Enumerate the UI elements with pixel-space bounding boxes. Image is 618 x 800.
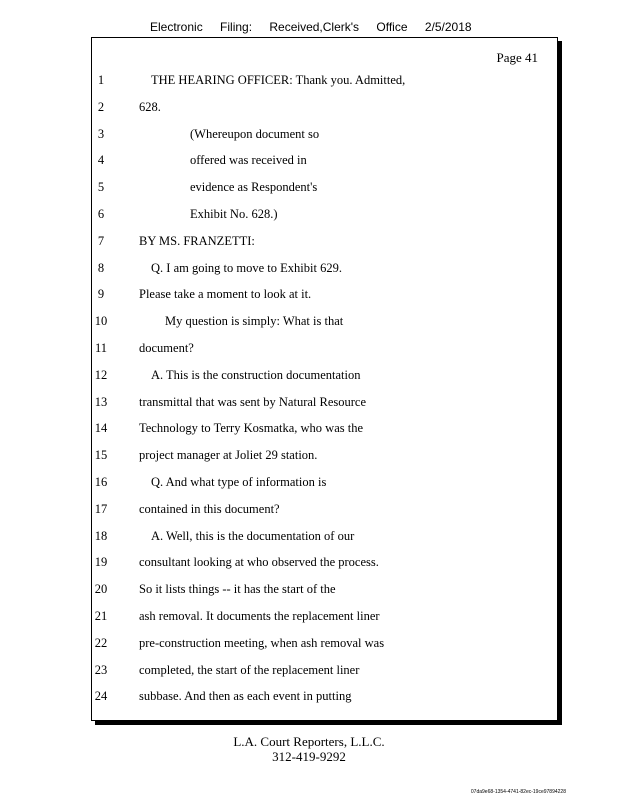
- transcript-line: [0, 232, 618, 250]
- line-text: Q. I am going to move to Exhibit 629.: [151, 260, 342, 275]
- transcript-line: [0, 71, 618, 89]
- line-number: 17: [94, 501, 108, 516]
- line-number: 15: [94, 448, 108, 463]
- transcript-line: [0, 259, 618, 277]
- line-number: 19: [94, 555, 108, 570]
- line-text: (Whereupon document so: [190, 126, 320, 141]
- court-reporter-phone: 312-419-9292: [272, 749, 346, 764]
- line-text: Technology to Terry Kosmatka, who was the: [139, 421, 364, 436]
- transcript-line: [0, 661, 618, 679]
- line-text: consultant looking at who observed the process.: [139, 555, 379, 570]
- line-number: 13: [94, 394, 108, 409]
- line-text: 628.: [139, 99, 161, 114]
- line-number: 4: [97, 153, 105, 168]
- header-date: 2/5/2018: [424, 20, 472, 34]
- transcript-line: [0, 285, 618, 303]
- transcript-line: [0, 366, 618, 384]
- line-text: So it lists things -- it has the start of the: [139, 582, 336, 597]
- transcript-line: [0, 312, 618, 330]
- transcript-line: [0, 553, 618, 571]
- line-number: 23: [94, 662, 108, 677]
- transcript-line: [0, 151, 618, 169]
- line-number: 24: [94, 689, 108, 704]
- transcript-line: [0, 634, 618, 652]
- line-number: 10: [94, 314, 108, 329]
- transcript-line: [0, 473, 618, 491]
- page-number: Page 41: [496, 50, 538, 65]
- court-reporter-name: L.A. Court Reporters, L.L.C.: [233, 734, 385, 749]
- transcript-line: [0, 205, 618, 223]
- transcript-line: [0, 607, 618, 625]
- header-word: Electronic: [150, 20, 203, 34]
- line-number: 20: [94, 582, 108, 597]
- line-number: 21: [94, 609, 108, 623]
- line-text: Please take a moment to look at it.: [139, 287, 312, 302]
- line-text: Q. And what type of information is: [151, 475, 327, 489]
- line-text: evidence as Respondent's: [190, 180, 318, 195]
- line-number: 5: [97, 180, 105, 195]
- transcript-line: [0, 687, 618, 705]
- line-text: offered was received in: [190, 153, 307, 168]
- line-number: 7: [97, 233, 105, 248]
- transcript-line: [0, 339, 618, 357]
- line-number: 12: [94, 367, 108, 382]
- line-text: My question is simply: What is that: [165, 314, 344, 329]
- line-text: pre-construction meeting, when ash removal was: [139, 635, 385, 650]
- line-text: completed, the start of the replacement liner: [139, 662, 360, 677]
- filing-stamp-header: [150, 20, 486, 34]
- line-number: 2: [97, 99, 105, 114]
- header-word: Office: [376, 20, 408, 34]
- line-number: 9: [97, 287, 105, 302]
- line-text: ash removal. It documents the replacement liner: [139, 609, 380, 623]
- line-number: 6: [97, 207, 105, 221]
- line-number: 18: [94, 528, 108, 543]
- line-number: 14: [94, 421, 108, 436]
- line-text: document?: [139, 341, 194, 355]
- transcript-line: [0, 98, 618, 116]
- header-word: Filing:: [220, 20, 253, 34]
- line-number: 16: [94, 475, 108, 489]
- transcript-line: [0, 125, 618, 143]
- line-text: project manager at Joliet 29 station.: [139, 448, 318, 463]
- transcript-line: [0, 446, 618, 464]
- line-number: 11: [94, 341, 108, 355]
- header-word: Received,Clerk's: [269, 20, 360, 34]
- transcript-line: [0, 527, 618, 545]
- line-text: contained in this document?: [139, 501, 280, 516]
- transcript-line: [0, 178, 618, 196]
- line-number: 22: [94, 635, 108, 650]
- transcript-line: [0, 419, 618, 437]
- document-id: 07da9e68-1354-4741-82ec-19ce97894228: [470, 789, 566, 795]
- line-number: 1: [97, 73, 105, 87]
- transcript-line: [0, 580, 618, 598]
- line-text: BY MS. FRANZETTI:: [139, 233, 255, 248]
- line-text: Exhibit No. 628.): [190, 207, 278, 221]
- line-text: subbase. And then as each event in putting: [139, 689, 352, 704]
- line-text: A. Well, this is the documentation of our: [151, 528, 355, 543]
- line-text: THE HEARING OFFICER: Thank you. Admitted,: [151, 73, 406, 87]
- line-text: A. This is the construction documentation: [151, 367, 361, 382]
- line-number: 8: [97, 260, 105, 275]
- transcript-line: [0, 393, 618, 411]
- line-number: 3: [97, 126, 105, 141]
- transcript-line: [0, 500, 618, 518]
- line-text: transmittal that was sent by Natural Resource: [139, 394, 367, 409]
